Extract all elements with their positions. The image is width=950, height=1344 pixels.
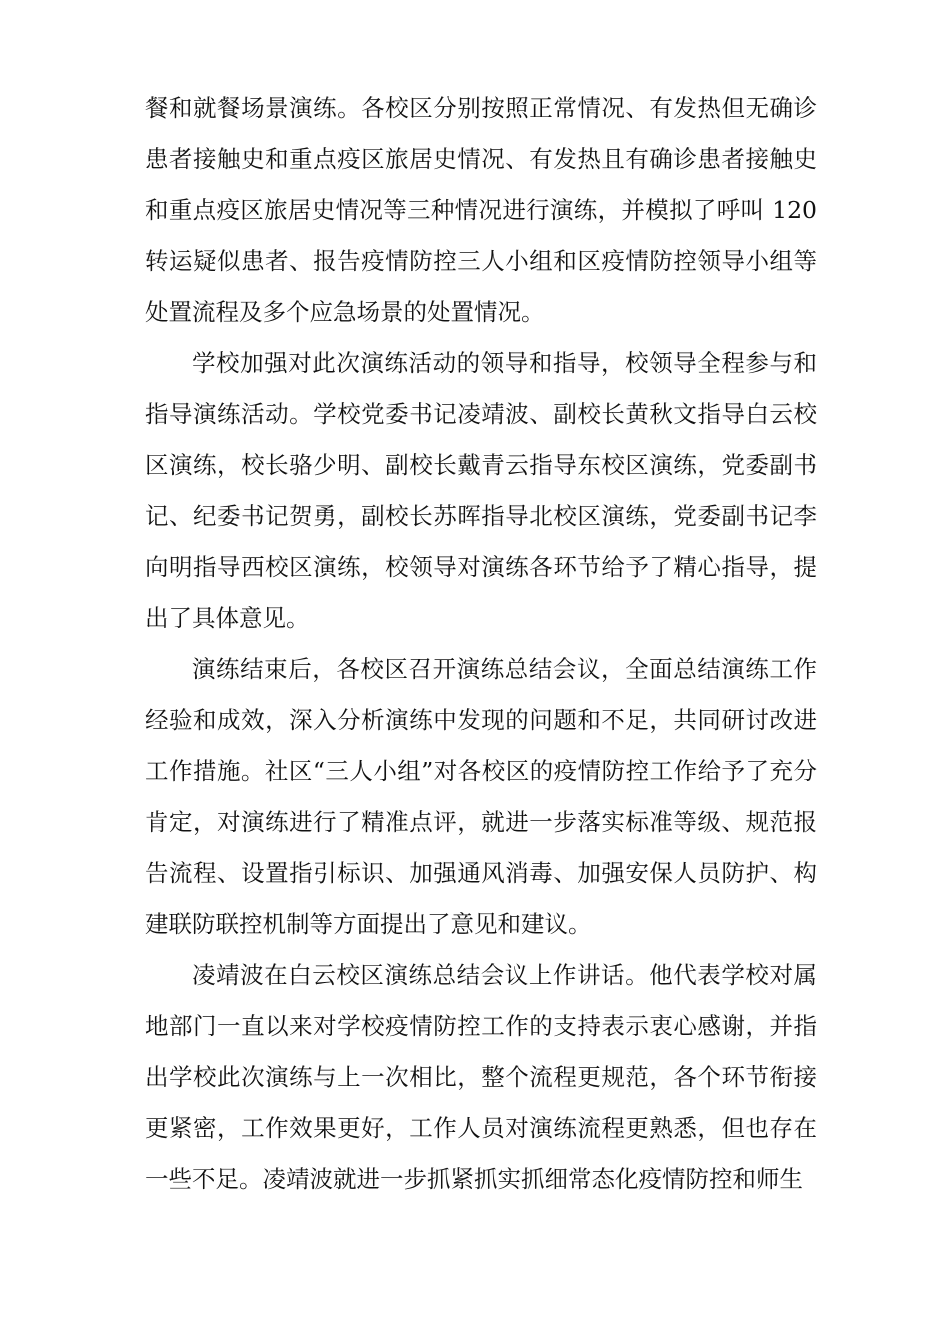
paragraph-speech: 凌靖波在白云校区演练总结会议上作讲话。他代表学校对属地部门一直以来对学校疫情防控工作的支持表示衷心感谢，并指出学校此次演练与上一次相比，整个流程更规范，各个环节衔接更紧密，工作效果更好，工作人员对演练流程更熟悉，但也存在一些不足。凌靖波就进一步抓紧抓实抓细常态化疫情防控和师生 <box>145 961 817 1193</box>
paragraph-summary-meetings: 演练结束后，各校区召开演练总结会议，全面总结演练工作经验和成效，深入分析演练中发现的问题和不足，共同研讨改进工作措施。社区“三人小组”对各校区的疫情防控工作给予了充分肯定，对演练进行了精准点评，就进一步落实标准等级、规范报告流程、设置指引标识、加强通风消毒、加强安保人员防护、构建联防联控机制等方面提出了意见和建议。 <box>145 655 817 938</box>
document-body <box>145 83 817 1205</box>
paragraph-drill-scenarios: 餐和就餐场景演练。各校区分别按照正常情况、有发热但无确诊患者接触史和重点疫区旅居史情况、有发热且有确诊患者接触史和重点疫区旅居史情况等三种情况进行演练，并模拟了呼叫 120转运疑似患者、报告疫情防控三人小组和区疫情防控领导小组等处置流程及多个应急场景的处置情况。 <box>145 94 817 326</box>
paragraph-leadership-guidance: 学校加强对此次演练活动的领导和指导，校领导全程参与和指导演练活动。学校党委书记凌靖波、副校长黄秋文指导白云校区演练，校长骆少明、副校长戴青云指导东校区演练，党委副书记、纪委书记贺勇，副校长苏晖指导北校区演练，党委副书记李向明指导西校区演练，校领导对演练各环节给予了精心指导，提出了具体意见。 <box>145 349 817 632</box>
